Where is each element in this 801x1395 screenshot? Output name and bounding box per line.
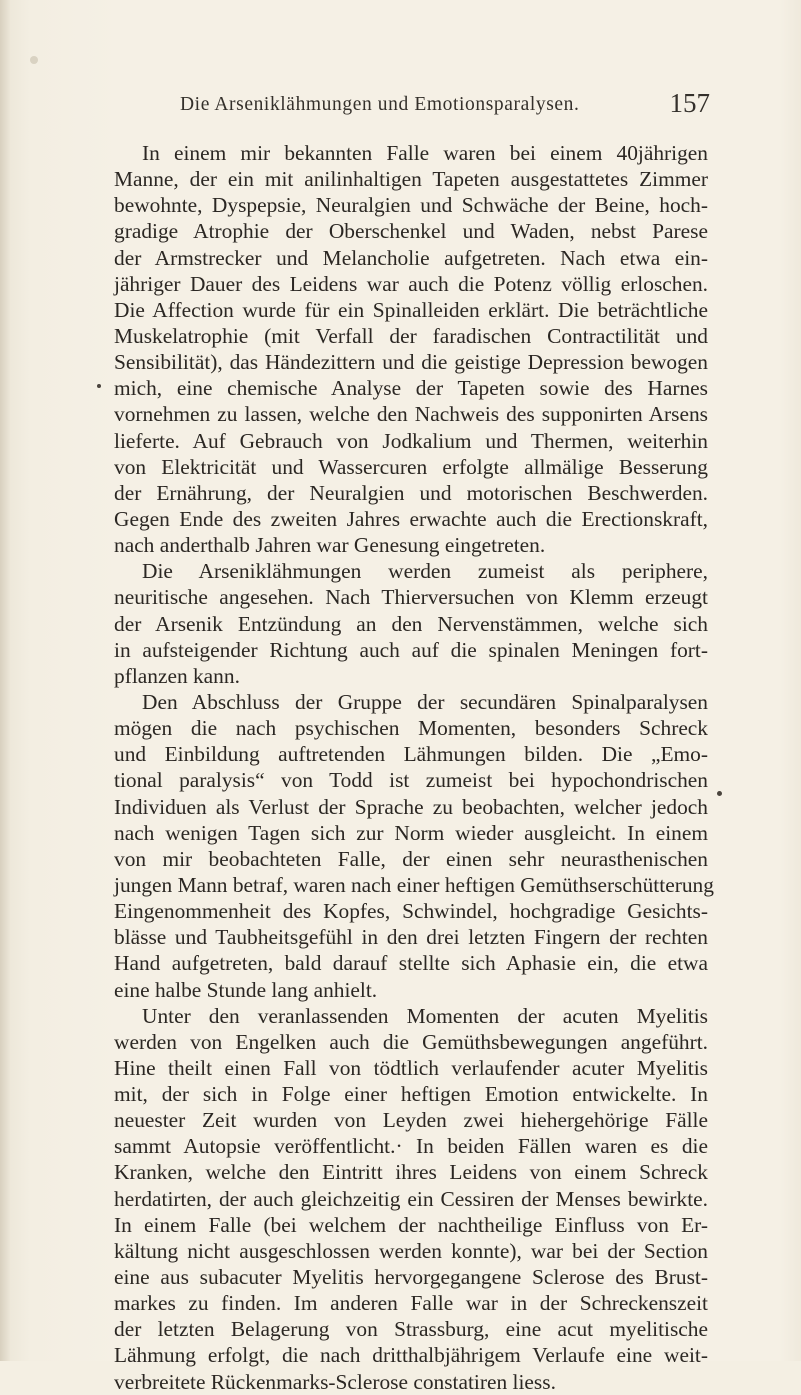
text-line: Unter den veranlassenden Momenten der acuten Myelitis [142,1003,708,1028]
body-text [114,140,714,1395]
text-line: der letzten Belagerung von Strassburg, eine acut myelitische [114,1317,708,1342]
text-line: bewohnte, Dyspepsie, Neuralgien und Schwäche der Beine, hoch- [114,193,708,218]
text-line: Die Arseniklähmungen werden zumeist als periphere, [142,559,708,584]
text-line: der Arsenik Entzündung an den Nervenstämmen, welche sich [114,611,708,636]
text-line: und Einbildung auftretenden Lähmungen bilden. Die „Emo- [114,742,708,767]
text-line: mögen die nach psychischen Momenten, besonders Schreck [114,716,708,741]
text-line: markes zu finden. Im anderen Falle war in der Schreckenszeit [114,1291,708,1316]
text-line: Den Abschluss der Gruppe der secundären Spinalparalysen [142,689,708,714]
text-line: mit, der sich in Folge einer heftigen Emotion entwickelte. In [114,1082,708,1107]
text-line: der Armstrecker und Melancholie aufgetreten. Nach etwa ein- [114,245,708,270]
text-line: Die Affection wurde für ein Spinalleiden erklärt. Die beträchtliche [114,297,708,322]
text-line: Sensibilität), das Händezittern und die geistige Depression bewogen [114,350,708,375]
text-line: Gegen Ende des zweiten Jahres erwachte auch die Erectionskraft, [114,506,708,531]
text-line: von Elektricität und Wassercuren erfolgte allmälige Besserung [114,454,708,479]
text-line: herdatirten, der auch gleichzeitig ein Cessiren der Menses bewirkte. [114,1186,708,1211]
text-line: Individuen als Verlust der Sprache zu beobachten, welcher jedoch [114,794,708,819]
text-line: neuester Zeit wurden von Leyden zwei hiehergehörige Fälle [114,1108,708,1133]
text-line: tional paralysis“ von Todd ist zumeist bei hypochondrischen [114,768,708,793]
text-line: jähriger Dauer des Leidens war auch die Potenz völlig erloschen. [114,271,708,296]
text-line: werden von Engelken auch die Gemüthsbewegungen angeführt. [114,1029,708,1054]
text-line: Hand aufgetreten, bald darauf stellte sich Aphasie ein, die etwa [114,951,708,976]
text-line: Muskelatrophie (mit Verfall der faradischen Contractilität und [114,323,708,348]
text-line: sammt Autopsie veröffentlicht.· In beiden Fällen waren es die [114,1134,708,1159]
text-line: neuritische angesehen. Nach Thierversuchen von Klemm erzeugt [114,585,708,610]
text-line: nach anderthalb Jahren war Genesung eingetreten. [114,533,546,558]
text-line: von mir beobachteten Falle, der einen sehr neurasthenischen [114,846,708,871]
text-line: jungen Mann betraf, waren nach einer heftigen Gemüthserschütterung [114,872,714,897]
text-line: mich, eine chemische Analyse der Tapeten sowie des Harnes [114,376,708,401]
text-line: Manne, der ein mit anilinhaltigen Tapeten ausgestattetes Zimmer [114,167,708,192]
text-line: der Ernährung, der Neuralgien und motorischen Beschwerden. [114,480,708,505]
text-line: In einem mir bekannten Falle waren bei einem 40jährigen [142,141,708,165]
text-line: eine halbe Stunde lang anhielt. [114,977,378,1002]
page-binding-shadow [0,0,10,1361]
text-line: nach wenigen Tagen sich zur Norm wieder ausgleicht. In einem [114,820,708,845]
paper-stain [30,56,38,64]
text-line: Lähmung erfolgt, die nach dritthalbjährigem Verlaufe eine weit- [114,1343,708,1368]
text-line: lieferte. Auf Gebrauch von Jodkalium und Thermen, weiterhin [114,428,708,453]
text-line: in aufsteigender Richtung auch auf die spinalen Meningen fort- [114,637,708,662]
text-line: kältung nicht ausgeschlossen werden konnte), war bei der Section [114,1238,708,1263]
ink-speck [97,384,101,388]
text-line: Kranken, welche den Eintritt ihres Leidens von einem Schreck [114,1160,708,1185]
page-number: 157 [669,88,710,118]
text-line: Hine theilt einen Fall von tödtlich verlaufender acuter Myelitis [114,1055,708,1080]
ink-speck [717,791,722,796]
text-line: pflanzen kann. [114,663,240,688]
text-line: verbreitete Rückenmarks-Sclerose constatiren liess. [114,1369,556,1394]
running-head: Die Arseniklähmungen und Emotionsparalysen. [180,94,580,115]
text-line: vornehmen zu lassen, welche den Nachweis des supponirten Arsens [114,402,708,427]
text-line: blässe und Taubheitsgefühl in den drei letzten Fingern der rechten [114,925,708,950]
page-header [180,88,710,124]
text-line: Eingenommenheit des Kopfes, Schwindel, hochgradige Gesichts- [114,899,708,924]
text-line: In einem Falle (bei welchem der nachtheilige Einfluss von Er- [114,1212,708,1237]
text-line: gradige Atrophie der Oberschenkel und Waden, nebst Parese [114,219,708,244]
text-line: eine aus subacuter Myelitis hervorgegangene Sclerose des Brust- [114,1265,708,1290]
